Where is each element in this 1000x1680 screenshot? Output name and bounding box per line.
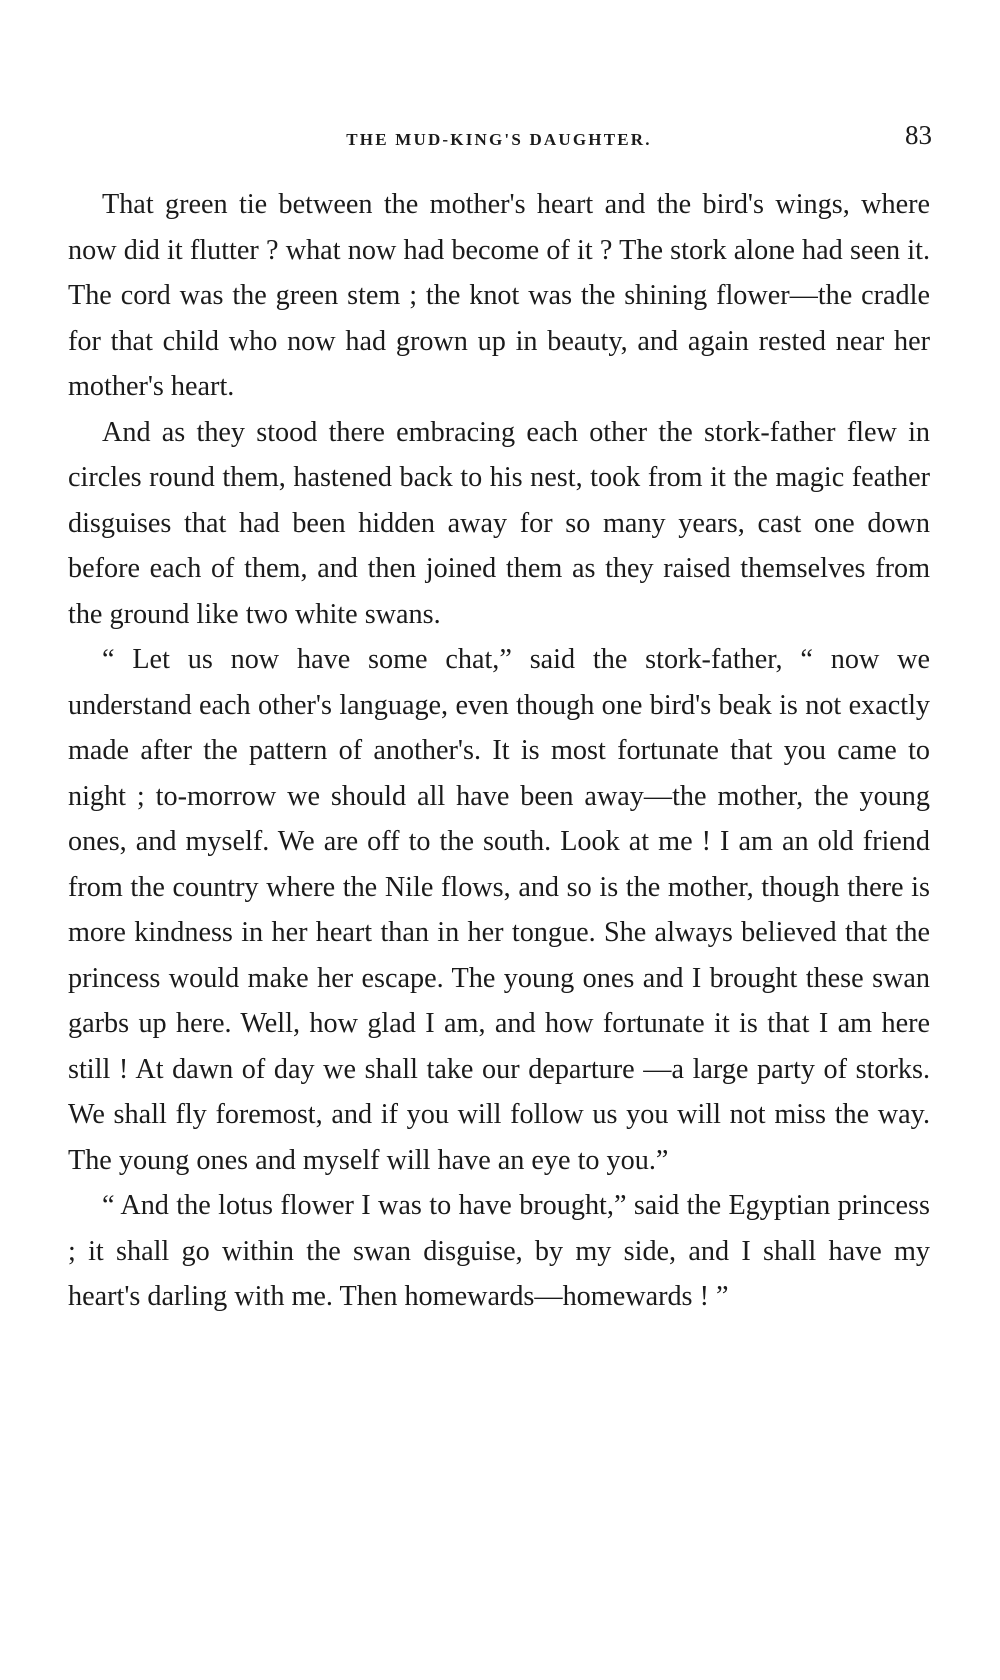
paragraph: “ Let us now have some chat,” said the stork-father, “ now we understand each other's language, even though one bird's beak is not exactly made after the pattern of another's. It is most fortunate that you came to night ; to-morrow we should all have been away—the mother, the young ones, and myself. We are off to the south. Look at me ! I am an old friend from the country where the Nile flows, and so is the mother, though there is more kindness in her heart than in her tongue. She always believed that the princess would make her escape. The young ones and I brought these swan garbs up here. Well, how glad I am, and how fortunate it is that I am here still ! At dawn of day we shall take our departure —a large party of storks. We shall fly foremost, and if you will follow us you will not miss the way. The young ones and myself will have an eye to you.” — [68, 644, 930, 1176]
running-head — [68, 120, 932, 154]
paragraph: And as they stood there embracing each other the stork-father flew in circles round them, hastened back to his nest, took from it the magic feather disguises that had been hidden away for so many years, cast one down before each of them, and then joined them as they raised themselves from the ground like two white swans. — [68, 416, 930, 630]
running-title: THE MUD-KING'S DAUGHTER. — [346, 130, 652, 149]
paragraph: That green tie between the mother's heart and the bird's wings, where now did it flutter ? what now had become of it ? The stork alone had seen it. The cord was the green stem ; the knot was the shining flower—the cradle for that child who now had grown up in beauty, and again rested near her mother's heart. — [68, 189, 930, 402]
body-text — [68, 182, 930, 1320]
paragraph: “ And the lotus flower I was to have brought,” said the Egyptian princess ; it shall go within the swan disguise, by my side, and I shall have my heart's darling with me. Then homewards—homewards ! ” — [68, 1190, 930, 1312]
page-number: 83 — [905, 120, 932, 150]
